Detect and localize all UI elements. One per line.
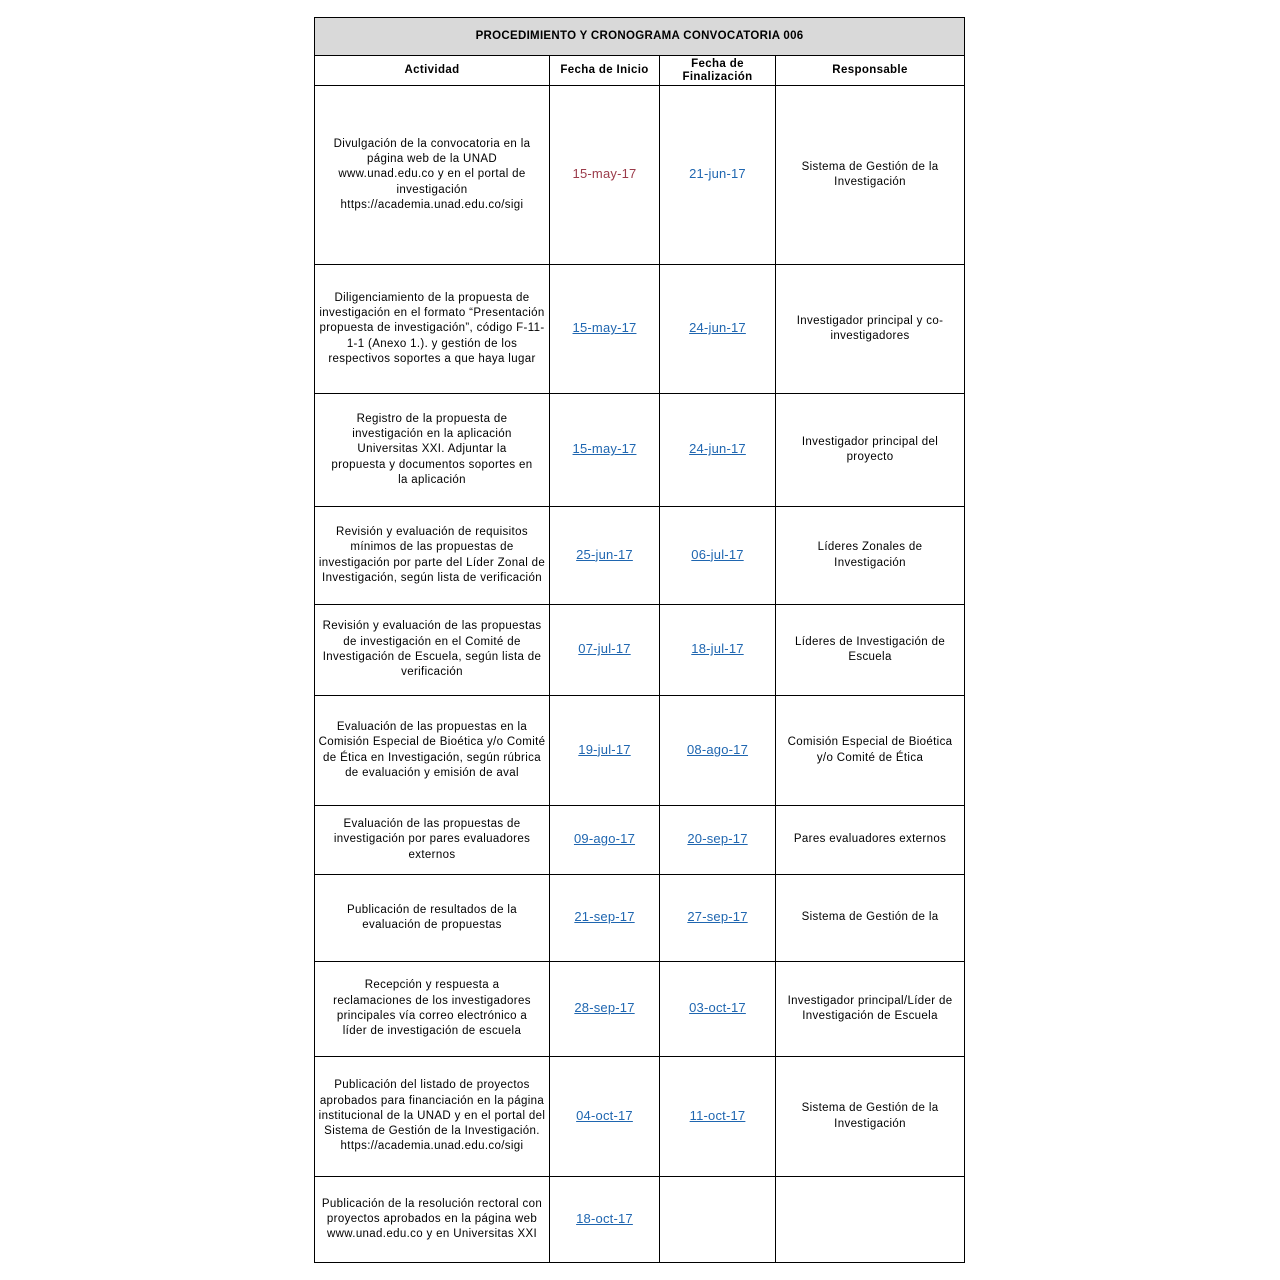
start-date-link[interactable]: 09-ago-17	[573, 831, 636, 847]
activity-cell: Registro de la propuesta de investigación en la aplicación Universitas XXI. Adjuntar la propuesta y documentos soportes en la aplicación	[315, 394, 550, 507]
header-row	[315, 56, 965, 86]
table-row	[315, 1057, 965, 1177]
end-date-link[interactable]: 24-jun-17	[689, 320, 746, 336]
activity-cell: Revisión y evaluación de las propuestas de investigación en el Comité de Investigación de Escuela, según lista de verificación	[315, 605, 550, 696]
activity-cell: Recepción y respuesta a reclamaciones de los investigadores principales vía correo electrónico a líder de investigación de escuela	[315, 962, 550, 1057]
table-row	[315, 605, 965, 696]
end-date-link[interactable]: 03-oct-17	[689, 1000, 746, 1016]
table-row	[315, 1177, 965, 1263]
start-date-link[interactable]: 21-sep-17	[574, 909, 635, 925]
end-date-cell	[660, 875, 776, 962]
end-date-link[interactable]: 11-oct-17	[689, 1107, 746, 1123]
column-header-end-date: Fecha de Finalización	[660, 56, 776, 86]
start-date-cell	[550, 875, 660, 962]
table-row	[315, 394, 965, 507]
start-date-link[interactable]: 04-oct-17	[576, 1107, 633, 1123]
start-date-link[interactable]: 28-sep-17	[574, 1000, 635, 1016]
responsible-cell: Investigador principal del proyecto	[776, 394, 965, 507]
start-date-link[interactable]: 25-jun-17	[576, 546, 633, 562]
start-date-cell	[550, 605, 660, 696]
start-date: 15-may-17	[572, 166, 637, 182]
table-row	[315, 806, 965, 875]
activity-cell: Evaluación de las propuestas en la Comisión Especial de Bioética y/o Comité de Ética en Investigación, según rúbrica de evaluación y emisión de aval	[315, 696, 550, 806]
responsible-cell: Investigador principal/Líder de Investigación de Escuela	[776, 962, 965, 1057]
end-date-cell	[660, 1177, 776, 1263]
activity-cell: Publicación de resultados de la evaluación de propuestas	[315, 875, 550, 962]
responsible-cell	[776, 1177, 965, 1263]
column-header-responsible: Responsable	[776, 56, 965, 86]
table-row	[315, 962, 965, 1057]
end-date-cell	[660, 962, 776, 1057]
schedule-table	[314, 17, 965, 1263]
start-date-cell	[550, 806, 660, 875]
end-date-cell	[660, 86, 776, 265]
activity-cell: Publicación del listado de proyectos aprobados para financiación en la página institucional de la UNAD y en el portal del Sistema de Gestión de la Investigación. https://academia.unad.edu.co/sigi	[315, 1057, 550, 1177]
end-date-link[interactable]: 08-ago-17	[686, 741, 749, 757]
title-row	[315, 18, 965, 56]
start-date-link[interactable]: 18-oct-17	[576, 1210, 633, 1226]
start-date-cell	[550, 265, 660, 394]
responsible-cell: Investigador principal y co-investigadores	[776, 265, 965, 394]
responsible-cell: Sistema de Gestión de la	[776, 875, 965, 962]
end-date-link[interactable]: 06-jul-17	[691, 546, 744, 562]
activity-cell: Evaluación de las propuestas de investigación por pares evaluadores externos	[315, 806, 550, 875]
table-row	[315, 507, 965, 605]
responsible-cell: Comisión Especial de Bioética y/o Comité de Ética	[776, 696, 965, 806]
start-date-link[interactable]: 15-may-17	[572, 441, 637, 457]
end-date-link[interactable]: 20-sep-17	[687, 831, 748, 847]
end-date-cell	[660, 394, 776, 507]
table-title: PROCEDIMIENTO Y CRONOGRAMA CONVOCATORIA 006	[315, 18, 965, 56]
end-date: 21-jun-17	[689, 166, 746, 182]
start-date-link[interactable]: 15-may-17	[572, 320, 637, 336]
table-row	[315, 86, 965, 265]
table-row	[315, 265, 965, 394]
end-date-link[interactable]: 24-jun-17	[689, 441, 746, 457]
table-row	[315, 875, 965, 962]
responsible-cell: Pares evaluadores externos	[776, 806, 965, 875]
column-header-activity: Actividad	[315, 56, 550, 86]
end-date-cell	[660, 605, 776, 696]
start-date-cell	[550, 962, 660, 1057]
start-date-link[interactable]: 07-jul-17	[578, 641, 631, 657]
table-row	[315, 696, 965, 806]
activity-cell: Divulgación de la convocatoria en la página web de la UNAD www.unad.edu.co y en el portal de investigación https://academia.unad.edu.co/sigi	[315, 86, 550, 265]
activity-cell: Revisión y evaluación de requisitos mínimos de las propuestas de investigación por parte del Líder Zonal de Investigación, según lista de verificación	[315, 507, 550, 605]
end-date-cell	[660, 1057, 776, 1177]
start-date-cell	[550, 696, 660, 806]
end-date-link[interactable]: 27-sep-17	[687, 909, 748, 925]
activity-cell: Publicación de la resolución rectoral con proyectos aprobados en la página web www.unad.edu.co y en Universitas XXI	[315, 1177, 550, 1263]
start-date-cell	[550, 86, 660, 265]
start-date-cell	[550, 1057, 660, 1177]
start-date-cell	[550, 1177, 660, 1263]
column-header-start-date: Fecha de Inicio	[550, 56, 660, 86]
end-date-link[interactable]: 18-jul-17	[691, 641, 744, 657]
start-date-cell	[550, 394, 660, 507]
responsible-cell: Líderes de Investigación de Escuela	[776, 605, 965, 696]
activity-cell: Diligenciamiento de la propuesta de investigación en el formato “Presentación propuesta de investigación”, código F-11-1-1 (Anexo 1.). y gestión de los respectivos soportes a que haya lugar	[315, 265, 550, 394]
end-date-cell	[660, 507, 776, 605]
responsible-cell: Líderes Zonales de Investigación	[776, 507, 965, 605]
end-date-cell	[660, 265, 776, 394]
start-date-link[interactable]: 19-jul-17	[578, 741, 631, 757]
start-date-cell	[550, 507, 660, 605]
end-date-cell	[660, 806, 776, 875]
responsible-cell: Sistema de Gestión de la Investigación	[776, 1057, 965, 1177]
end-date-cell	[660, 696, 776, 806]
responsible-cell: Sistema de Gestión de la Investigación	[776, 86, 965, 265]
